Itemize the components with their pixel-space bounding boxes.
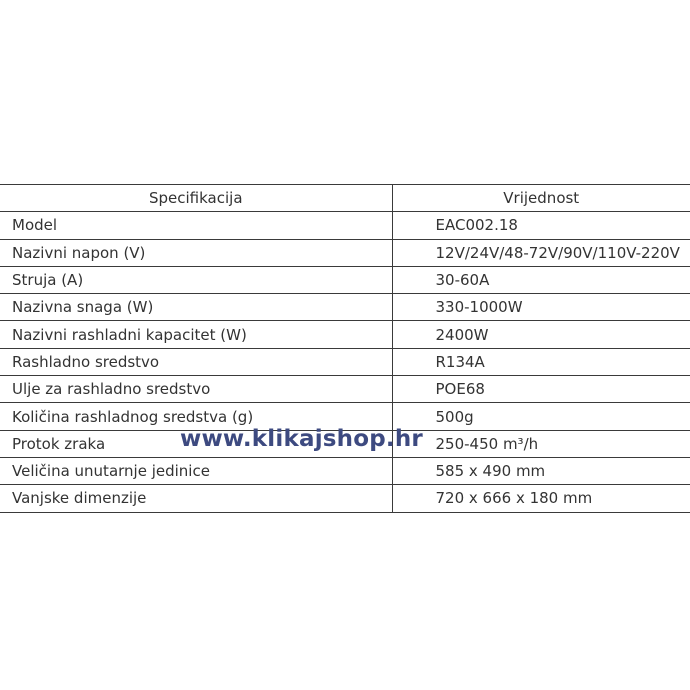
- spec-value: EAC002.18: [392, 212, 690, 239]
- table-row: [0, 430, 690, 457]
- spec-value: 720 x 666 x 180 mm: [392, 485, 690, 512]
- table-row: [0, 376, 690, 403]
- spec-label: Protok zraka: [0, 430, 392, 457]
- table-header-row: [0, 185, 690, 212]
- table-row: [0, 294, 690, 321]
- spec-value: 12V/24V/48-72V/90V/110V-220V: [392, 239, 690, 266]
- table-row: [0, 239, 690, 266]
- header-value: Vrijednost: [392, 185, 690, 212]
- table-row: [0, 457, 690, 484]
- spec-value: 250-450 m³/h: [392, 430, 690, 457]
- spec-value: 500g: [392, 403, 690, 430]
- spec-value: 330-1000W: [392, 294, 690, 321]
- spec-label: Nazivni rashladni kapacitet (W): [0, 321, 392, 348]
- table-row: [0, 403, 690, 430]
- specifications-table: [0, 184, 690, 513]
- spec-label: Model: [0, 212, 392, 239]
- table-row: [0, 321, 690, 348]
- table-row: [0, 348, 690, 375]
- spec-label: Nazivni napon (V): [0, 239, 392, 266]
- table-row: [0, 212, 690, 239]
- spec-value: POE68: [392, 376, 690, 403]
- spec-label: Nazivna snaga (W): [0, 294, 392, 321]
- watermark-text: www.klikajshop.hr: [180, 426, 423, 452]
- table-row: [0, 266, 690, 293]
- spec-label: Veličina unutarnje jedinice: [0, 457, 392, 484]
- spec-label: Ulje za rashladno sredstvo: [0, 376, 392, 403]
- spec-value: 2400W: [392, 321, 690, 348]
- spec-value: R134A: [392, 348, 690, 375]
- spec-label: Rashladno sredstvo: [0, 348, 392, 375]
- spec-label: Količina rashladnog sredstva (g): [0, 403, 392, 430]
- header-specification: Specifikacija: [0, 185, 392, 212]
- spec-value: 30-60A: [392, 266, 690, 293]
- spec-label: Struja (A): [0, 266, 392, 293]
- table-row: [0, 485, 690, 512]
- spec-value: 585 x 490 mm: [392, 457, 690, 484]
- spec-label: Vanjske dimenzije: [0, 485, 392, 512]
